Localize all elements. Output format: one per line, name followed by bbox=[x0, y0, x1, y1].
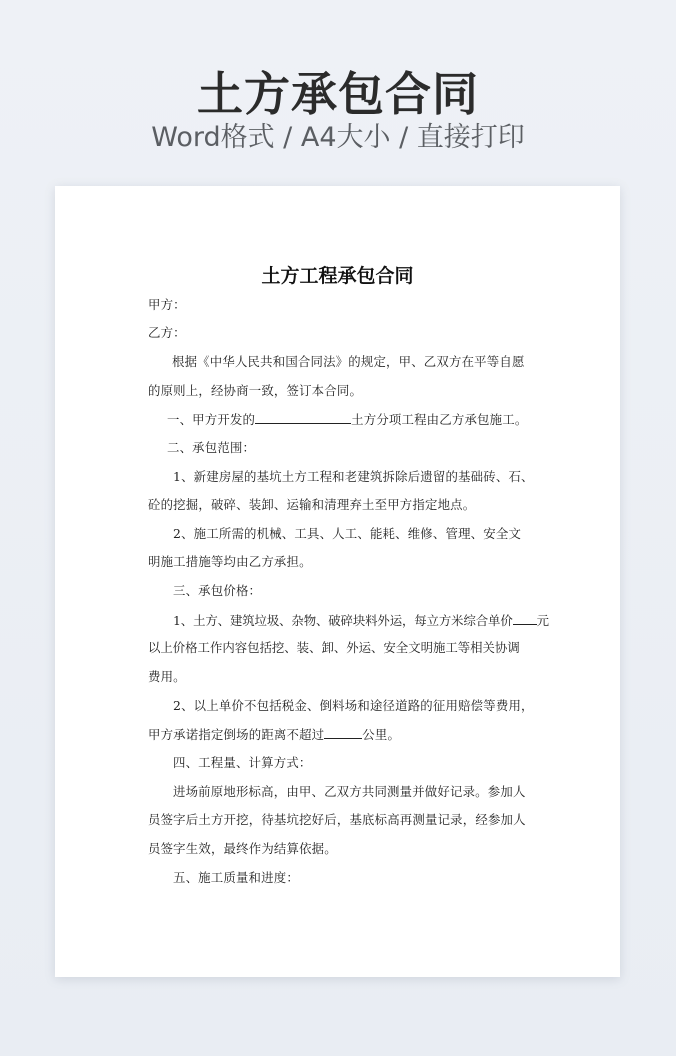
section-4-para-line-2: 员签字后土方开挖，待基坑挖好后，基底标高再测量记录，经参加人 bbox=[148, 812, 526, 827]
document-title: 土方工程承包合同 bbox=[261, 265, 414, 287]
unit-price-text-pre: 1、土方、建筑垃圾、杂物、破碎块料外运，每立方米综合单价 bbox=[173, 613, 513, 628]
section-3-item-2-line-2 bbox=[148, 725, 400, 744]
section-2-item-2-line-1: 2、施工所需的机械、工具、人工、能耗、维修、管理、安全文 bbox=[173, 526, 522, 541]
clause-1-text-pre: 一、甲方开发的 bbox=[167, 412, 256, 427]
unit-price-blank bbox=[513, 611, 537, 625]
project-name-blank bbox=[255, 410, 351, 424]
document-page bbox=[55, 186, 620, 977]
clause-1-text-post: 土方分项工程由乙方承包施工。 bbox=[351, 412, 528, 427]
section-4-para-line-1: 进场前原地形标高，由甲、乙双方共同测量并做好记录。参加人 bbox=[173, 784, 526, 799]
section-4-para-line-3: 员签字生效，最终作为结算依据。 bbox=[148, 841, 337, 856]
section-2-item-1-line-2: 砼的挖掘，破碎、装卸、运输和清理弃土至甲方指定地点。 bbox=[148, 497, 476, 512]
intro-line-2: 的原则上，经协商一致，签订本合同。 bbox=[148, 383, 363, 398]
party-a-line: 甲方： bbox=[148, 297, 186, 312]
section-3-item-1-line-2: 以上价格工作内容包括挖、装、卸、外运、安全文明施工等相关协调 bbox=[148, 640, 520, 655]
unit-price-text-post: 元 bbox=[536, 613, 549, 628]
intro-line-1: 根据《中华人民共和国合同法》的规定，甲、乙双方在平等自愿 bbox=[172, 354, 525, 369]
section-3-item-2-line-1: 2、以上单价不包括税金、倒料场和途径道路的征用赔偿等费用， bbox=[173, 698, 534, 713]
section-3-heading: 三、承包价格： bbox=[173, 583, 262, 598]
section-2-heading: 二、承包范围： bbox=[167, 440, 256, 455]
distance-blank bbox=[324, 725, 362, 739]
section-4-heading: 四、工程量、计算方式： bbox=[173, 755, 312, 770]
distance-text-post: 公里。 bbox=[362, 727, 401, 742]
section-3-item-1-line-1 bbox=[173, 611, 549, 630]
section-2-item-2-line-2: 明施工措施等均由乙方承担。 bbox=[148, 554, 312, 569]
party-b-line: 乙方： bbox=[148, 325, 186, 340]
banner-title: 土方承包合同 bbox=[197, 67, 479, 121]
banner-subtitle: Word格式 / A4大小 / 直接打印 bbox=[151, 122, 525, 153]
section-2-item-1-line-1: 1、新建房屋的基坑土方工程和老建筑拆除后遗留的基础砖、石、 bbox=[173, 469, 534, 484]
section-3-item-1-line-3: 费用。 bbox=[148, 669, 186, 684]
section-5-heading: 五、施工质量和进度： bbox=[173, 870, 299, 885]
clause-1-line bbox=[167, 410, 527, 429]
distance-text-pre: 甲方承诺指定倒场的距离不超过 bbox=[148, 727, 325, 742]
